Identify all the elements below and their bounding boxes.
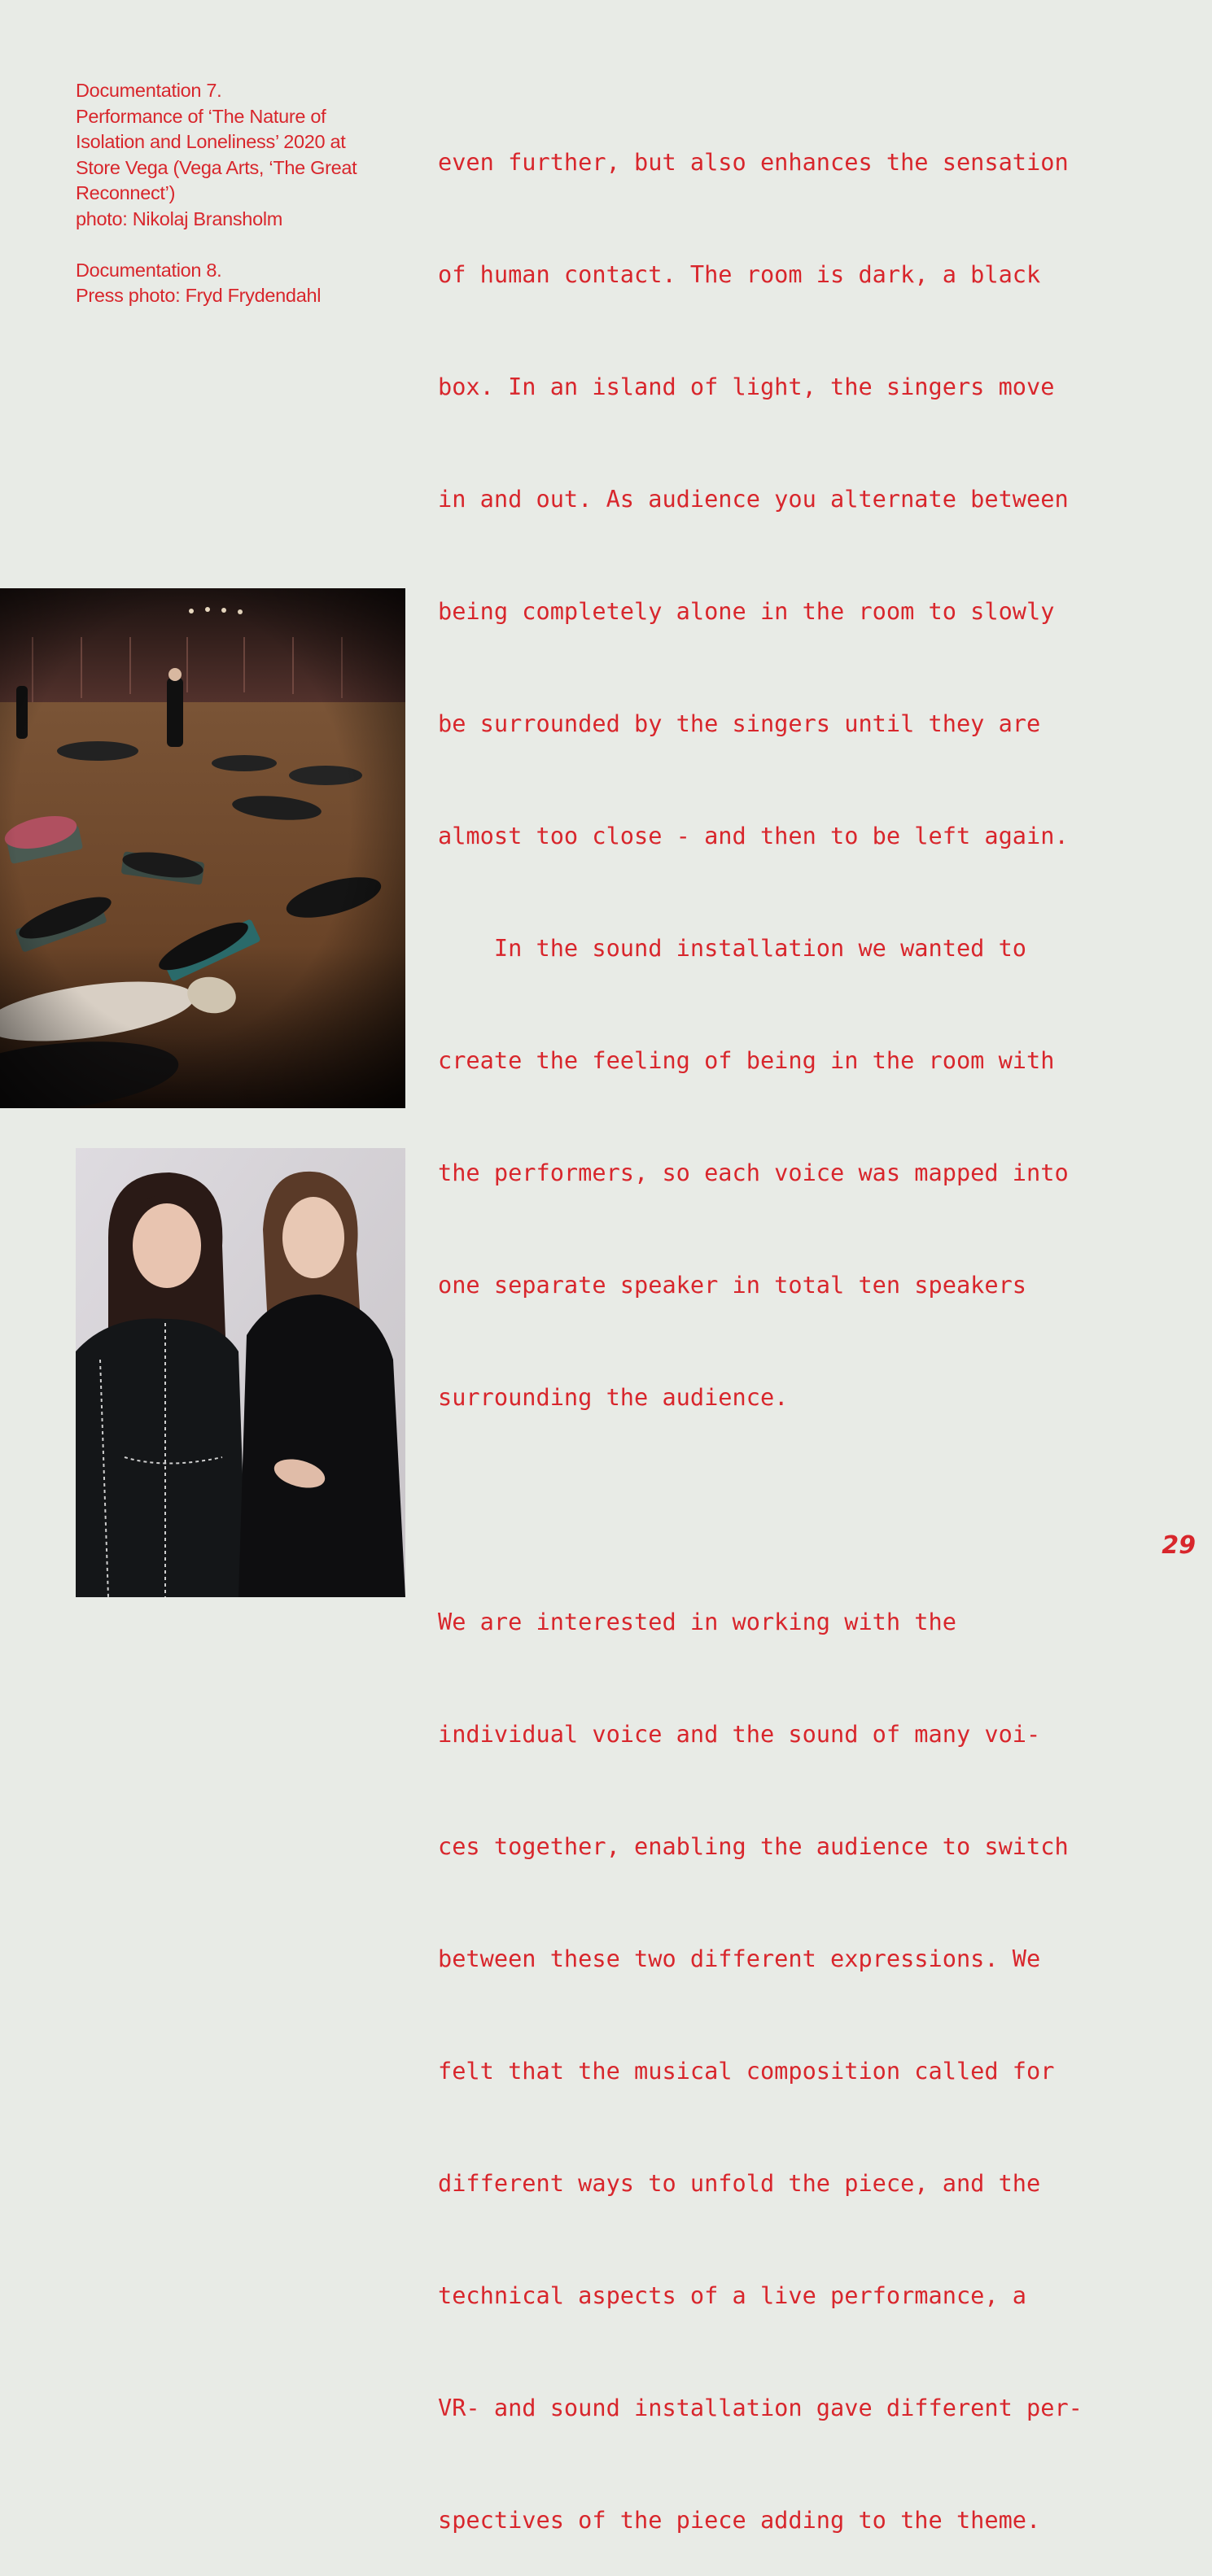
body-line: felt that the musical composition called for: [438, 2057, 1055, 2085]
body-line: in and out. As audience you alternate between: [438, 485, 1069, 513]
body-line: box. In an island of light, the singers move: [438, 373, 1055, 400]
body-text: [438, 68, 1170, 2576]
caption-doc8-title: Documentation 8.: [76, 259, 222, 281]
body-line: technical aspects of a live performance, a: [438, 2281, 1027, 2309]
body-line: of human contact. The room is dark, a black: [438, 260, 1041, 288]
page-number: 29: [1162, 1531, 1196, 1560]
press-photo: [76, 1148, 405, 1597]
caption-block: [76, 78, 409, 309]
caption-doc7-title: Documentation 7.: [76, 80, 222, 101]
body-line: We are interested in working with the: [438, 1608, 956, 1635]
body-line: create the feeling of being in the room with: [438, 1046, 1055, 1074]
body-line: between these two different expressions. We: [438, 1945, 1041, 1972]
caption-doc7-credit: photo: Nikolaj Bransholm: [76, 207, 283, 229]
body-line: individual voice and the sound of many voi-: [438, 1720, 1041, 1748]
body-line: one separate speaker in total ten speakers: [438, 1271, 1027, 1299]
body-line: spectives of the piece adding to the theme.: [438, 2506, 1041, 2534]
body-line: the performers, so each voice was mapped into: [438, 1159, 1069, 1186]
body-line: ces together, enabling the audience to switch: [438, 1832, 1069, 1860]
performance-photo-illustration: [0, 588, 405, 1108]
body-line: In the sound installation we wanted to: [438, 934, 1027, 962]
body-line: almost too close - and then to be left again.: [438, 822, 1069, 849]
body-line: even further, but also enhances the sensation: [438, 148, 1069, 176]
caption-doc7-line4: Reconnect’): [76, 182, 176, 203]
body-line: surrounding the audience.: [438, 1383, 789, 1411]
caption-spacer: [76, 232, 409, 258]
caption-doc7-line1: Performance of ‘The Nature of: [76, 105, 326, 127]
body-line: different ways to unfold the piece, and the: [438, 2169, 1041, 2197]
performance-photo: [0, 588, 405, 1108]
caption-doc7-line2: Isolation and Loneliness’ 2020 at: [76, 131, 346, 152]
press-photo-illustration: [76, 1148, 405, 1597]
body-line: being completely alone in the room to slowly: [438, 597, 1055, 625]
body-line: VR- and sound installation gave different per-: [438, 2394, 1083, 2421]
body-line: be surrounded by the singers until they are: [438, 709, 1041, 737]
caption-doc7-line3: Store Vega (Vega Arts, ‘The Great: [76, 156, 357, 178]
caption-doc8-credit: Press photo: Fryd Frydendahl: [76, 285, 322, 306]
paragraph-gap: [438, 1491, 1170, 1528]
